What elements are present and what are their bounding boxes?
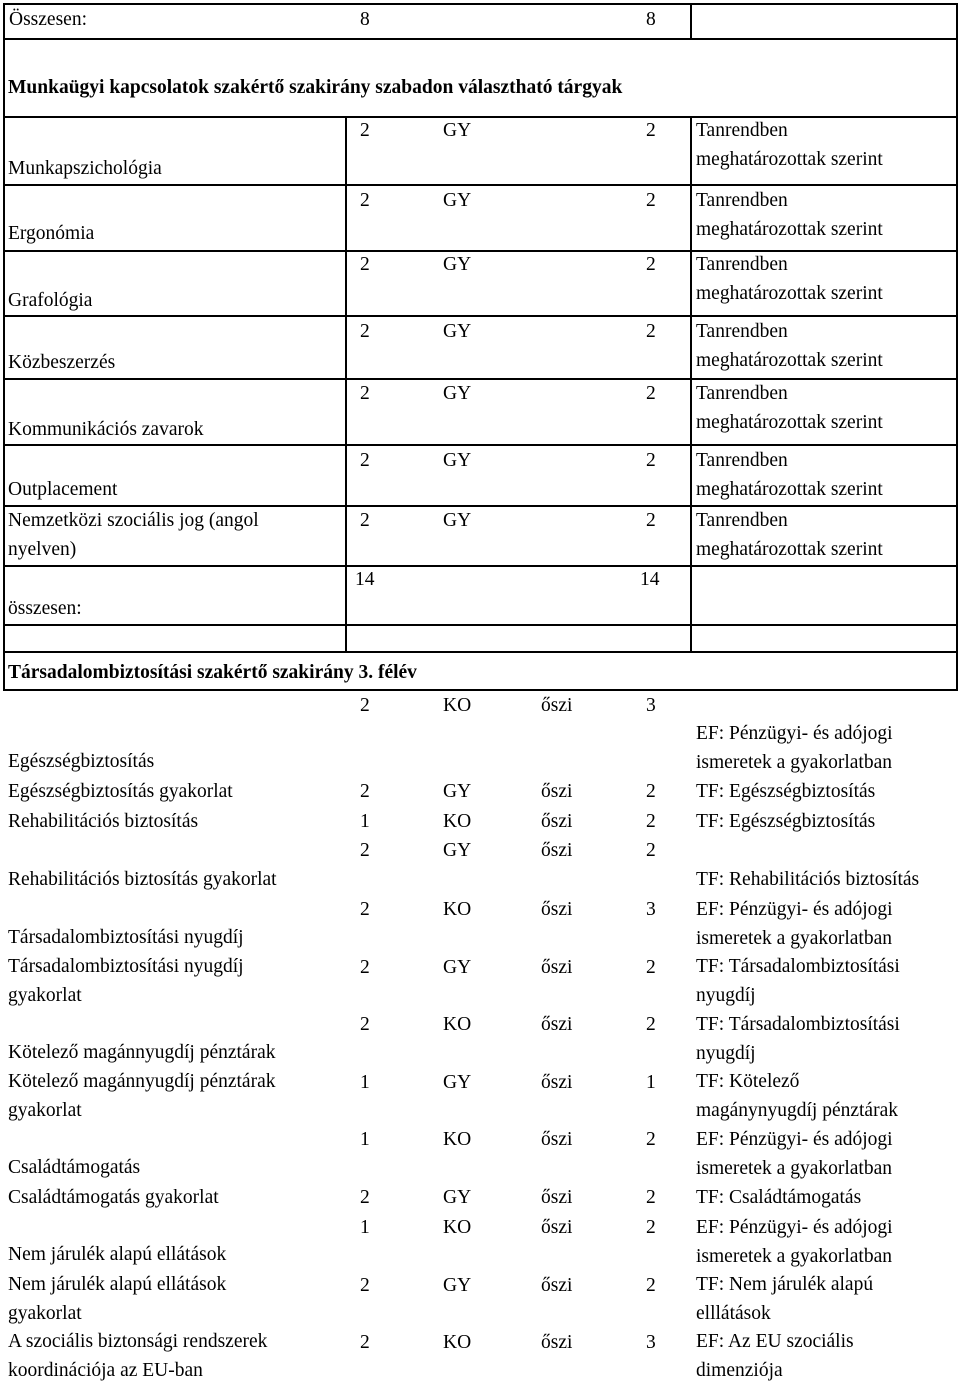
course-hours: 2 [360, 120, 370, 141]
course-name: Kötelező magánnyugdíj pénztárak [8, 1042, 276, 1063]
course-name: Társadalombiztosítási nyugdíj gyakorlat [8, 956, 244, 1006]
course-semester: őszi [541, 899, 573, 920]
rule [3, 689, 958, 691]
course-type: GY [443, 190, 472, 211]
course-hours: 2 [360, 781, 370, 802]
course-hours: 1 [360, 1129, 370, 1150]
total-credits: 8 [646, 9, 656, 30]
course-type: GY [443, 1187, 472, 1208]
course-semester: őszi [541, 1129, 573, 1150]
course-hours: 2 [360, 450, 370, 471]
course-credits: 2 [646, 383, 656, 404]
course-prereq: Tanrendben meghatározottak szerint [696, 190, 883, 240]
course-credits: 2 [646, 781, 656, 802]
course-type: GY [443, 120, 472, 141]
section-title: Társadalombiztosítási szakértő szakirány 3. félév [8, 662, 417, 683]
course-type: GY [443, 1072, 472, 1093]
course-semester: őszi [541, 1072, 573, 1093]
course-semester: őszi [541, 1014, 573, 1035]
course-prereq: EF: Az EU szociális dimenziója [696, 1331, 854, 1381]
course-prereq: TF: Rehabilitációs biztosítás [696, 869, 920, 890]
course-credits: 2 [646, 120, 656, 141]
course-hours: 1 [360, 1072, 370, 1093]
rule [956, 116, 958, 626]
course-type: GY [443, 840, 472, 861]
course-type: KO [443, 1129, 472, 1150]
course-prereq: EF: Pénzügyi- és adójogi ismeretek a gyakorlatban [696, 723, 893, 773]
course-hours: 2 [360, 695, 370, 716]
course-prereq: Tanrendben meghatározottak szerint [696, 510, 883, 560]
course-credits: 2 [646, 190, 656, 211]
course-credits: 2 [646, 1129, 656, 1150]
rule [3, 651, 958, 653]
rule [3, 116, 5, 626]
rule [690, 624, 692, 652]
course-credits: 2 [646, 1217, 656, 1238]
course-type: KO [443, 1217, 472, 1238]
rule [690, 3, 692, 39]
course-credits: 2 [646, 811, 656, 832]
course-type: GY [443, 383, 472, 404]
course-credits: 2 [646, 1187, 656, 1208]
course-semester: őszi [541, 811, 573, 832]
rule [345, 116, 347, 626]
course-prereq: EF: Pénzügyi- és adójogi ismeretek a gyakorlatban [696, 1129, 893, 1179]
course-name: Nemzetközi szociális jog (angol nyelven) [8, 510, 259, 560]
course-prereq: TF: Egészségbiztosítás [696, 781, 876, 802]
course-name: Kommunikációs zavarok [8, 419, 204, 440]
course-hours: 2 [360, 1187, 370, 1208]
course-hours: 2 [360, 321, 370, 342]
total-label: Összesen: [9, 9, 87, 30]
course-prereq: Tanrendben meghatározottak szerint [696, 254, 883, 304]
course-semester: őszi [541, 957, 573, 978]
course-credits: 2 [646, 450, 656, 471]
course-name: Társadalombiztosítási nyugdíj [8, 927, 244, 948]
rule [956, 38, 958, 118]
course-hours: 2 [360, 1332, 370, 1353]
course-prereq: TF: Társadalombiztosítási nyugdíj [696, 1014, 900, 1064]
course-credits: 2 [646, 1275, 656, 1296]
course-type: KO [443, 1332, 472, 1353]
course-semester: őszi [541, 840, 573, 861]
course-name: Munkapszichológia [8, 158, 162, 179]
course-hours: 2 [360, 899, 370, 920]
course-prereq: EF: Pénzügyi- és adójogi ismeretek a gyakorlatban [696, 1217, 893, 1267]
course-type: KO [443, 811, 472, 832]
rule [3, 38, 5, 118]
rule [3, 3, 958, 5]
course-type: KO [443, 1014, 472, 1035]
rule [3, 651, 5, 691]
course-semester: őszi [541, 781, 573, 802]
course-name: Egészségbiztosítás gyakorlat [8, 781, 233, 802]
sum-hours: 14 [355, 569, 375, 590]
course-hours: 2 [360, 510, 370, 531]
rule [3, 565, 958, 567]
course-hours: 2 [360, 383, 370, 404]
course-name: Közbeszerzés [8, 352, 116, 373]
course-credits: 3 [646, 899, 656, 920]
course-name: Rehabilitációs biztosítás [8, 811, 199, 832]
course-prereq: Tanrendben meghatározottak szerint [696, 383, 883, 433]
course-name: Családtámogatás gyakorlat [8, 1187, 219, 1208]
course-type: GY [443, 1275, 472, 1296]
rule [690, 116, 692, 626]
course-prereq: TF: Egészségbiztosítás [696, 811, 876, 832]
course-type: KO [443, 899, 472, 920]
course-semester: őszi [541, 1332, 573, 1353]
course-prereq: Tanrendben meghatározottak szerint [696, 450, 883, 500]
course-hours: 2 [360, 840, 370, 861]
course-name: Egészségbiztosítás [8, 751, 155, 772]
course-prereq: Tanrendben meghatározottak szerint [696, 120, 883, 170]
course-credits: 3 [646, 1332, 656, 1353]
course-type: GY [443, 510, 472, 531]
course-type: GY [443, 321, 472, 342]
rule [956, 3, 958, 39]
course-type: GY [443, 781, 472, 802]
course-semester: őszi [541, 1187, 573, 1208]
sum-label: összesen: [8, 598, 82, 619]
course-credits: 2 [646, 321, 656, 342]
course-type: GY [443, 450, 472, 471]
course-credits: 2 [646, 1014, 656, 1035]
course-semester: őszi [541, 1217, 573, 1238]
course-hours: 2 [360, 957, 370, 978]
total-hours: 8 [360, 9, 370, 30]
course-credits: 2 [646, 957, 656, 978]
course-prereq: EF: Pénzügyi- és adójogi ismeretek a gyakorlatban [696, 899, 893, 949]
course-name: Rehabilitációs biztosítás gyakorlat [8, 869, 277, 890]
course-name: A szociális biztonsági rendszerek koordinációja az EU-ban [8, 1331, 268, 1381]
course-type: KO [443, 695, 472, 716]
section-title: Munkaügyi kapcsolatok szakértő szakirány szabadon választható tárgyak [8, 77, 623, 98]
course-credits: 1 [646, 1072, 656, 1093]
course-prereq: Tanrendben meghatározottak szerint [696, 321, 883, 371]
course-name: Outplacement [8, 479, 118, 500]
course-hours: 1 [360, 811, 370, 832]
rule [3, 3, 5, 39]
course-prereq: TF: Kötelező magánynyugdíj pénztárak [696, 1071, 898, 1121]
course-prereq: TF: Nem járulék alapú elllátások [696, 1274, 874, 1324]
rule [345, 624, 347, 652]
course-hours: 2 [360, 254, 370, 275]
course-credits: 2 [646, 254, 656, 275]
course-hours: 2 [360, 190, 370, 211]
rule [956, 624, 958, 652]
rule [3, 38, 958, 40]
course-type: GY [443, 957, 472, 978]
course-hours: 1 [360, 1217, 370, 1238]
course-semester: őszi [541, 695, 573, 716]
course-credits: 2 [646, 510, 656, 531]
course-name: Kötelező magánnyugdíj pénztárak gyakorlat [8, 1071, 276, 1121]
rule [3, 624, 958, 626]
course-name: Ergonómia [8, 223, 95, 244]
course-hours: 2 [360, 1014, 370, 1035]
course-credits: 2 [646, 840, 656, 861]
course-name: Családtámogatás [8, 1157, 141, 1178]
course-type: GY [443, 254, 472, 275]
course-name: Nem járulék alapú ellátások gyakorlat [8, 1274, 227, 1324]
course-prereq: TF: Családtámogatás [696, 1187, 862, 1208]
rule [3, 624, 5, 652]
course-credits: 3 [646, 695, 656, 716]
sum-credits: 14 [640, 569, 660, 590]
course-semester: őszi [541, 1275, 573, 1296]
rule [956, 651, 958, 691]
course-name: Nem járulék alapú ellátások [8, 1244, 227, 1265]
course-hours: 2 [360, 1275, 370, 1296]
course-prereq: TF: Társadalombiztosítási nyugdíj [696, 956, 900, 1006]
course-name: Grafológia [8, 290, 93, 311]
